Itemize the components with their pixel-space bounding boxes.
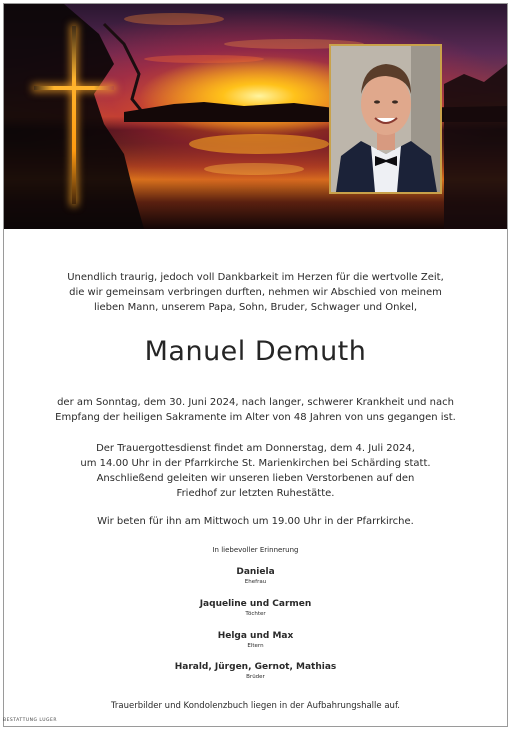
- deceased-name: Manuel Demuth: [144, 336, 367, 367]
- intro-line: die wir gemeinsam verbringen durften, nehmen wir Abschied von meinem: [69, 287, 442, 298]
- cross-bar: [34, 86, 114, 90]
- mourner-name: Harald, Jürgen, Gernot, Mathias: [174, 662, 337, 672]
- death-line: Empfang der heiligen Sakramente im Alter von 48 Jahren von uns gegangen ist.: [55, 412, 456, 423]
- portrait-photo: [329, 44, 442, 194]
- prayer-line: Wir beten für ihn am Mittwoch um 19.00 Uhr in der Pfarrkirche.: [97, 516, 414, 527]
- funeral-line: um 14.00 Uhr in der Pfarrkirche St. Marienkirchen bei Schärding statt.: [80, 458, 431, 469]
- mourner-relation: Eltern: [247, 643, 264, 649]
- cross-icon: [72, 26, 76, 204]
- mourner-entry: [4, 631, 507, 649]
- intro-line: Unendlich traurig, jedoch voll Dankbarkeit im Herzen für die wertvolle Zeit,: [67, 272, 444, 283]
- funeral-line: Anschließend geleiten wir unseren lieben Verstorbenen auf den: [96, 473, 415, 484]
- mourner-relation: Töchter: [245, 611, 266, 617]
- footer-credit: BESTATTUNG LUGER: [3, 718, 57, 723]
- closing-line: Trauerbilder und Kondolenzbuch liegen in der Aufbahrungshalle auf.: [110, 701, 401, 711]
- mourner-entry: [4, 599, 507, 617]
- mourner-entry: [4, 567, 507, 585]
- memory-label: In liebevoller Erinnerung: [212, 546, 299, 554]
- mourner-name: Daniela: [236, 567, 275, 577]
- death-line: der am Sonntag, dem 30. Juni 2024, nach langer, schwerer Krankheit und nach: [57, 397, 454, 408]
- funeral-line: Friedhof zur letzten Ruhestätte.: [176, 488, 335, 499]
- funeral-line: Der Trauergottesdienst findet am Donnerstag, dem 4. Juli 2024,: [96, 443, 415, 454]
- portrait-figure: [331, 46, 440, 192]
- mourner-relation: Ehefrau: [244, 579, 267, 585]
- mourner-name: Helga und Max: [217, 631, 294, 641]
- mourner-name: Jaqueline und Carmen: [199, 599, 312, 609]
- sunset-banner-image: [4, 4, 507, 229]
- funeral-paragraph: [4, 441, 507, 501]
- obituary-card: [3, 3, 508, 727]
- mourner-relation: Brüder: [246, 674, 265, 680]
- death-paragraph: [4, 395, 507, 425]
- intro-line: lieben Mann, unserem Papa, Sohn, Bruder, Schwager und Onkel,: [93, 302, 418, 313]
- mourner-entry: [4, 662, 507, 680]
- intro-paragraph: [4, 270, 507, 315]
